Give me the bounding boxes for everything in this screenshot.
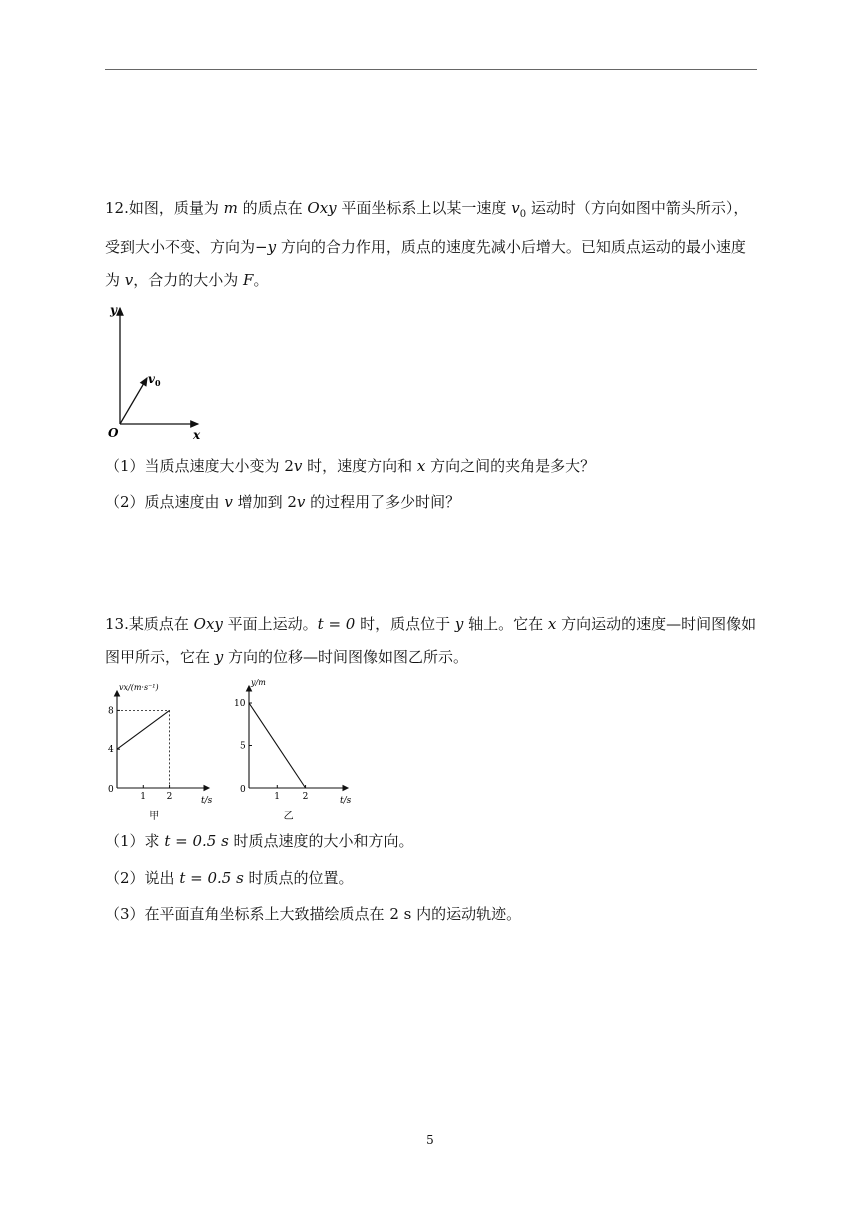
y-axis-label: y: [110, 303, 117, 317]
x-tick-label: 2: [166, 792, 173, 802]
series-line: [117, 710, 170, 749]
question-13-part-1: （1）求 t = 0.5 s 时质点速度的大小和方向。: [105, 832, 414, 850]
y-axis-label: vx/(m·s⁻¹): [119, 683, 159, 692]
question-12-stem: 12.如图，质量为 m 的质点在 Oxy 平面坐标系上以某一速度 $v_0$ 运动时（方向如图中箭头所示），受到大小不变、方向为−y 方向的合力作用，质点的速度先减小后增大。已知质点运动的最小速度为 v，合力的大小为 F。: [105, 199, 749, 289]
velocity-vector-figure: [100, 298, 210, 446]
v0-vector: [120, 378, 147, 424]
question-12-part-2: （2）质点速度由 v 增加到 2v 的过程用了多少时间？: [105, 493, 461, 511]
x-axis-label: t/s: [201, 796, 213, 806]
v0-label: v: [148, 372, 155, 386]
y-tick-label: 10: [234, 699, 246, 709]
y-tick-label: 4: [108, 745, 114, 756]
x-tick-label: 0: [108, 785, 114, 795]
x-tick-label: 1: [274, 792, 281, 802]
question-13-part-2: （2）说出 t = 0.5 s 时质点的位置。: [105, 869, 354, 887]
y-tick-label: 8: [108, 706, 114, 717]
question-13-stem: 13.某质点在 Oxy 平面上运动。t = 0 时，质点位于 y 轴上。它在 x 方向运动的速度—时间图像如图甲所示，它在 y 方向的位移—时间图像如图乙所示。: [105, 615, 757, 666]
v0-subscript: 0: [155, 378, 161, 388]
page-number: 5: [426, 1133, 434, 1147]
x-tick-label: 2: [302, 792, 309, 802]
x-tick-label: 1: [140, 792, 147, 802]
series-line: [249, 703, 306, 788]
question-number: 12.: [105, 199, 129, 217]
question-13-part-3: （3）在平面直角坐标系上大致描绘质点在 2 s 内的运动轨迹。: [105, 905, 522, 923]
chart-jia: [100, 683, 230, 823]
y-axis-label: y/m: [251, 678, 266, 687]
origin-label: O: [108, 426, 119, 440]
y-tick-label: 5: [240, 741, 246, 752]
x-axis-label: t/s: [340, 796, 352, 806]
x-axis-label: x: [193, 428, 201, 442]
header-rule: [105, 69, 757, 70]
chart-caption: 甲: [149, 811, 160, 822]
chart-caption: 乙: [283, 811, 294, 822]
question-12-part-1: （1）当质点速度大小变为 2v 时，速度方向和 x 方向之间的夹角是多大？: [105, 457, 596, 475]
chart-yi: [225, 678, 360, 823]
x-tick-label: 0: [240, 785, 246, 795]
question-number: 13.: [105, 615, 129, 633]
